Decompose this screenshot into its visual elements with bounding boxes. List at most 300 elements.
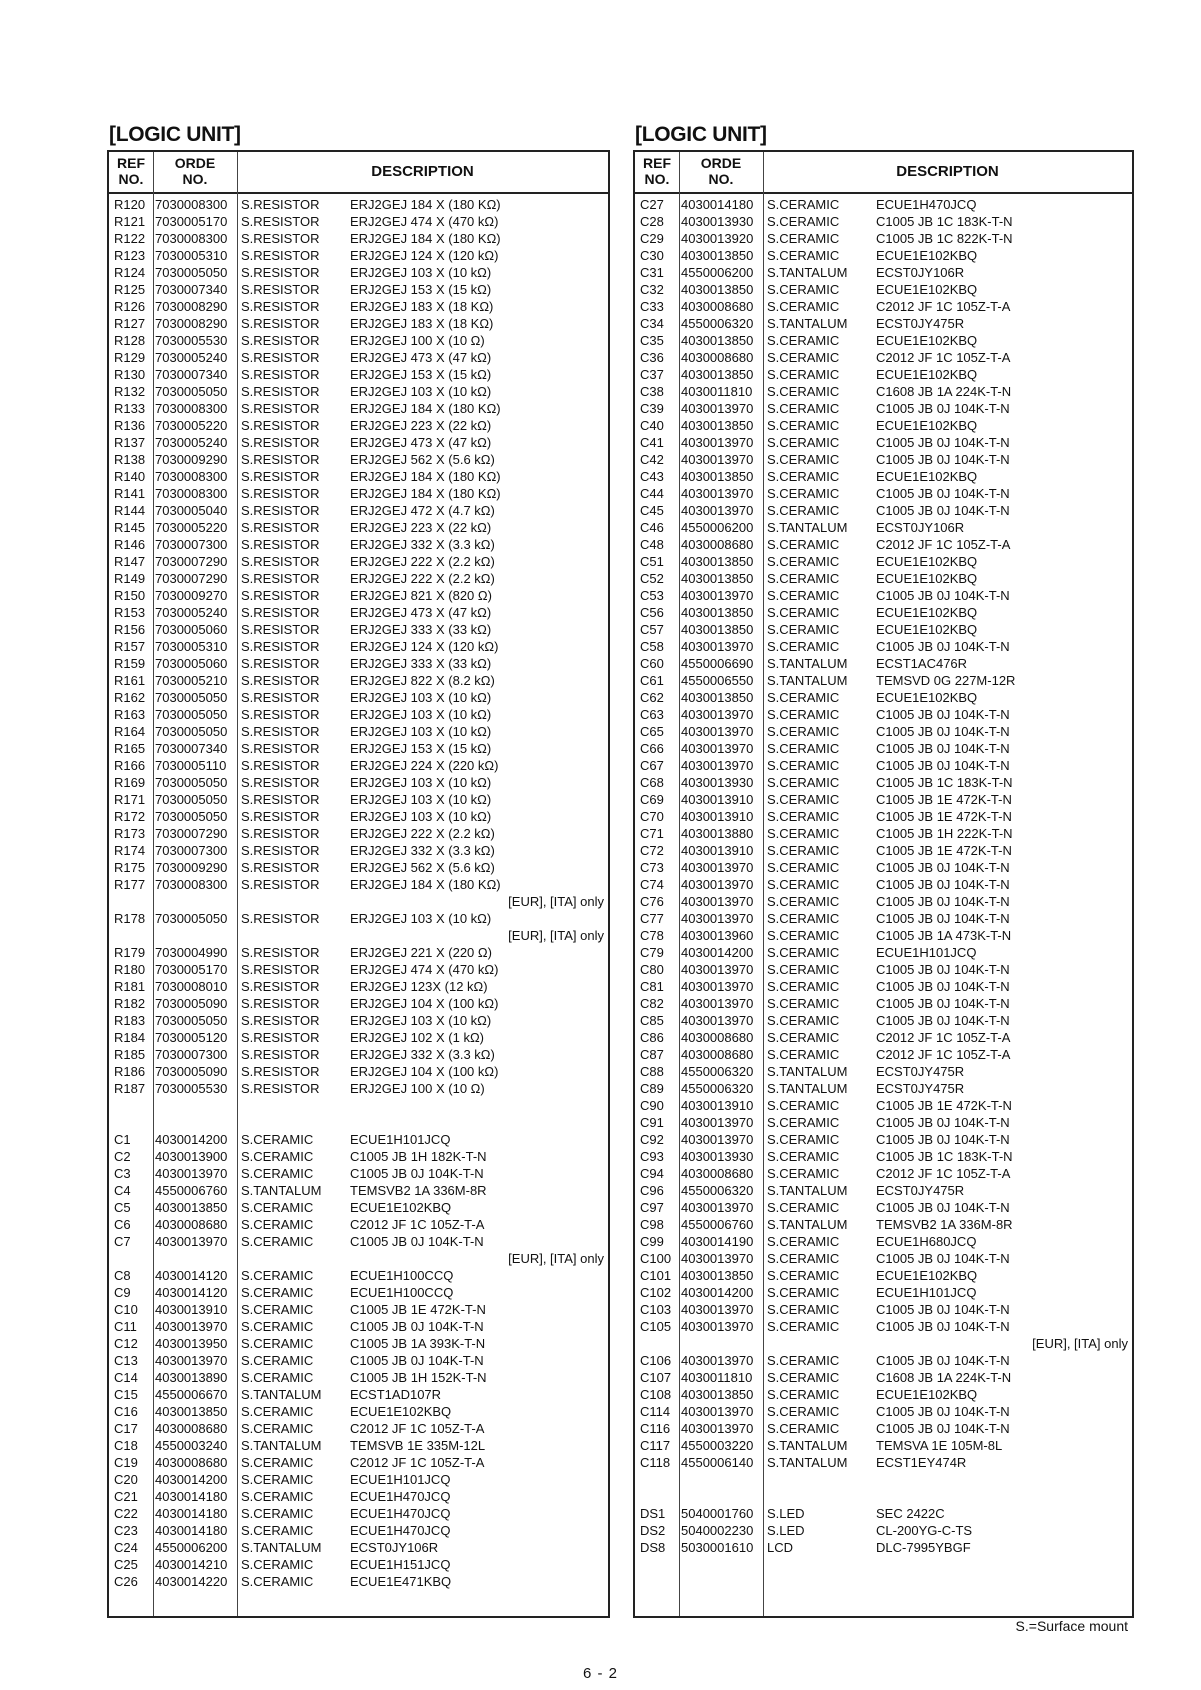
type-cell: S.RESISTOR (241, 333, 320, 348)
column-divider (679, 152, 680, 1616)
table-row (635, 332, 1132, 349)
order-no-cell: 7030007300 (155, 843, 228, 858)
order-no-cell: 7030005120 (155, 1030, 228, 1045)
type-cell: S.TANTALUM (767, 1064, 848, 1079)
table-row (635, 1165, 1132, 1182)
type-cell: S.RESISTOR (241, 945, 320, 960)
order-no-cell: 7030007300 (155, 1047, 228, 1062)
table-row (109, 383, 608, 400)
ref-no-cell: C13 (114, 1353, 138, 1368)
order-no-cell: 4030013970 (681, 639, 754, 654)
part-number-cell: ECUE1E102KBQ (876, 1268, 978, 1283)
table-row (635, 1420, 1132, 1437)
table-row (109, 638, 608, 655)
order-no-cell: 4030013970 (681, 1132, 754, 1147)
left-unit-title: [LOGIC UNIT] (109, 123, 241, 146)
order-no-cell: 7030005050 (155, 809, 228, 824)
order-no-cell: 4030013850 (681, 1387, 754, 1402)
ref-no-cell: C61 (640, 673, 664, 688)
order-no-cell: 4030014180 (681, 197, 754, 212)
ref-no-cell: R128 (114, 333, 146, 348)
ref-no-cell: C26 (114, 1574, 138, 1589)
order-no-cell: 4550003220 (681, 1438, 754, 1453)
part-number-cell: ECUE1H470JCQ (350, 1523, 451, 1538)
order-no-cell: 7030008300 (155, 877, 228, 892)
type-cell: S.CERAMIC (767, 1370, 840, 1385)
part-number-cell: ERJ2GEJ 222 X (2.2 kΩ) (350, 571, 495, 586)
table-row (635, 1301, 1132, 1318)
type-cell: S.CERAMIC (767, 588, 840, 603)
table-row (635, 604, 1132, 621)
order-no-cell: 4030008680 (681, 1166, 754, 1181)
type-cell: S.RESISTOR (241, 367, 320, 382)
part-number-cell: C1005 JB 0J 104K-T-N (876, 911, 1010, 926)
order-no-cell: 4030013890 (155, 1370, 228, 1385)
table-row (109, 1539, 608, 1556)
type-cell: S.CERAMIC (767, 639, 840, 654)
type-cell: S.CERAMIC (767, 877, 840, 892)
order-no-header: ORDE NO. (174, 155, 216, 187)
order-no-cell: 7030005170 (155, 962, 228, 977)
ref-no-cell: C88 (640, 1064, 664, 1079)
table-row (635, 876, 1132, 893)
ref-no-cell: C98 (640, 1217, 664, 1232)
type-cell: S.CERAMIC (241, 1557, 314, 1572)
type-cell: S.CERAMIC (767, 214, 840, 229)
order-no-cell: 4030013900 (155, 1149, 228, 1164)
part-number-cell: ERJ2GEJ 103 X (10 kΩ) (350, 911, 492, 926)
ref-no-cell: R122 (114, 231, 146, 246)
order-no-cell: 4550006320 (681, 1064, 754, 1079)
ref-no-cell: C9 (114, 1285, 131, 1300)
part-number-cell: ERJ2GEJ 562 X (5.6 kΩ) (350, 860, 495, 875)
table-row (635, 1539, 1132, 1556)
part-number-cell: C1005 JB 1H 182K-T-N (350, 1149, 487, 1164)
type-cell: S.TANTALUM (767, 656, 848, 671)
table-row (109, 1080, 608, 1097)
ref-no-cell: C11 (114, 1319, 137, 1334)
type-cell: S.CERAMIC (241, 1353, 314, 1368)
part-number-cell: ECUE1H470JCQ (876, 197, 977, 212)
type-cell: S.RESISTOR (241, 401, 320, 416)
spacer-row (635, 1488, 1132, 1505)
ref-no-cell: C89 (640, 1081, 664, 1096)
ref-no-cell: R172 (114, 809, 146, 824)
order-no-cell: 4030013970 (681, 877, 754, 892)
order-no-cell: 4030013970 (681, 996, 754, 1011)
table-row (109, 1335, 608, 1352)
part-number-cell: ECST1AC476R (876, 656, 968, 671)
order-no-cell: 4030013850 (681, 554, 754, 569)
type-cell: S.CERAMIC (241, 1472, 314, 1487)
ref-no-cell: R164 (114, 724, 146, 739)
part-number-cell: C2012 JF 1C 105Z-T-A (350, 1421, 485, 1436)
order-no-cell: 4030014120 (155, 1285, 228, 1300)
column-divider (763, 152, 764, 1616)
ref-no-cell: C80 (640, 962, 664, 977)
order-no-cell: 4550006690 (681, 656, 754, 671)
ref-no-cell: C4 (114, 1183, 131, 1198)
type-cell: S.RESISTOR (241, 843, 320, 858)
table-row (109, 621, 608, 638)
part-number-cell: C1005 JB 0J 104K-T-N (876, 724, 1010, 739)
ref-no-cell: C52 (640, 571, 664, 586)
type-cell: S.RESISTOR (241, 520, 320, 535)
order-no-cell: 4030013970 (681, 588, 754, 603)
part-number-cell: C1005 JB 0J 104K-T-N (876, 860, 1010, 875)
type-cell: S.CERAMIC (767, 1149, 840, 1164)
part-number-cell: ERJ2GEJ 473 X (47 kΩ) (350, 605, 492, 620)
order-no-cell: 7030005050 (155, 265, 228, 280)
type-cell: S.CERAMIC (767, 1319, 840, 1334)
table-row (635, 723, 1132, 740)
part-number-cell: C1005 JB 1A 473K-T-N (876, 928, 1012, 943)
ref-no-cell: C56 (640, 605, 664, 620)
part-number-cell: C1005 JB 0J 104K-T-N (876, 979, 1010, 994)
order-no-cell: 4030011810 (681, 1370, 753, 1385)
ref-no-cell: R187 (114, 1081, 146, 1096)
ref-no-cell: C106 (640, 1353, 672, 1368)
part-number-cell: ERJ2GEJ 183 X (18 KΩ) (350, 299, 494, 314)
ref-no-cell: C35 (640, 333, 664, 348)
ref-no-cell: R162 (114, 690, 146, 705)
part-number-cell: C1005 JB 1E 472K-T-N (876, 1098, 1012, 1113)
table-row (635, 1131, 1132, 1148)
ref-no-cell: C62 (640, 690, 664, 705)
ref-no-cell: R121 (114, 214, 146, 229)
ref-no-cell: C86 (640, 1030, 664, 1045)
table-row (635, 417, 1132, 434)
region-note: [EUR], [ITA] only (508, 894, 604, 909)
part-number-cell: ECUE1E102KBQ (876, 690, 978, 705)
table-header (635, 152, 1132, 194)
part-number-cell: ECUE1H101JCQ (350, 1132, 451, 1147)
order-no-cell: 4030013970 (155, 1166, 228, 1181)
type-cell: S.CERAMIC (767, 928, 840, 943)
table-row (635, 1318, 1132, 1335)
part-number-cell: C1005 JB 0J 104K-T-N (876, 486, 1010, 501)
column-divider (153, 152, 154, 1616)
order-no-cell: 4030013970 (155, 1319, 228, 1334)
table-row (109, 774, 608, 791)
part-number-cell: ECUE1H101JCQ (876, 945, 977, 960)
region-note: [EUR], [ITA] only (508, 928, 604, 943)
table-row (109, 1182, 608, 1199)
table-row (109, 570, 608, 587)
part-number-cell: SEC 2422C (876, 1506, 945, 1521)
order-no-cell: 4030011810 (681, 384, 753, 399)
part-number-cell: C1005 JB 0J 104K-T-N (350, 1166, 484, 1181)
ref-no-cell: R145 (114, 520, 146, 535)
table-row (109, 400, 608, 417)
type-cell: S.CERAMIC (767, 554, 840, 569)
type-cell: S.RESISTOR (241, 231, 320, 246)
part-number-cell: ECUE1E102KBQ (876, 605, 978, 620)
order-no-cell: 4030013970 (681, 1319, 754, 1334)
part-number-cell: ECST1EY474R (876, 1455, 967, 1470)
ref-no-cell: C17 (114, 1421, 138, 1436)
table-row (109, 587, 608, 604)
order-no-cell: 4030008680 (681, 1030, 754, 1045)
type-cell: S.RESISTOR (241, 860, 320, 875)
part-number-cell: ERJ2GEJ 184 X (180 KΩ) (350, 401, 501, 416)
order-no-cell: 4030013970 (155, 1353, 228, 1368)
type-cell: S.CERAMIC (767, 1200, 840, 1215)
ref-no-cell: C15 (114, 1387, 138, 1402)
table-row (635, 1097, 1132, 1114)
type-cell: S.LED (767, 1523, 805, 1538)
type-cell: S.RESISTOR (241, 639, 320, 654)
order-no-cell: 7030005050 (155, 911, 228, 926)
order-no-cell: 4030013970 (681, 1421, 754, 1436)
page-number: 6 - 2 (582, 1665, 618, 1682)
table-row (109, 417, 608, 434)
part-number-cell: ECST0JY106R (876, 265, 965, 280)
order-no-cell: 4550006200 (681, 520, 754, 535)
part-number-cell: ERJ2GEJ 184 X (180 KΩ) (350, 197, 501, 212)
part-number-cell: ECUE1E102KBQ (876, 367, 978, 382)
part-number-cell: C1005 JB 1E 472K-T-N (350, 1302, 486, 1317)
ref-no-cell: C2 (114, 1149, 131, 1164)
part-number-cell: ECUE1H101JCQ (350, 1472, 451, 1487)
type-cell: S.RESISTOR (241, 452, 320, 467)
ref-no-cell: C42 (640, 452, 664, 467)
ref-no-cell: C45 (640, 503, 664, 518)
table-row (109, 1420, 608, 1437)
part-number-cell: ERJ2GEJ 222 X (2.2 kΩ) (350, 826, 495, 841)
type-cell: S.CERAMIC (767, 622, 840, 637)
table-row (635, 298, 1132, 315)
table-row (635, 1046, 1132, 1063)
table-row (635, 502, 1132, 519)
type-cell: S.CERAMIC (767, 299, 840, 314)
table-row (635, 1182, 1132, 1199)
ref-no-cell: R178 (114, 911, 146, 926)
type-cell: S.CERAMIC (241, 1370, 314, 1385)
table-row (109, 1029, 608, 1046)
table-row (109, 876, 608, 893)
ref-no-cell: C5 (114, 1200, 131, 1215)
table-row (109, 1437, 608, 1454)
type-cell: S.CERAMIC (767, 979, 840, 994)
table-row (635, 315, 1132, 332)
order-no-cell: 4030013970 (681, 1013, 754, 1028)
ref-no-cell: C76 (640, 894, 664, 909)
part-number-cell: ERJ2GEJ 333 X (33 kΩ) (350, 656, 492, 671)
part-number-cell: C1005 JB 0J 104K-T-N (876, 1200, 1010, 1215)
ref-no-cell: C85 (640, 1013, 664, 1028)
type-cell: S.TANTALUM (241, 1387, 322, 1402)
part-number-cell: C2012 JF 1C 105Z-T-A (350, 1455, 485, 1470)
ref-no-cell: C37 (640, 367, 664, 382)
ref-no-cell: R180 (114, 962, 146, 977)
part-number-cell: ERJ2GEJ 184 X (180 KΩ) (350, 877, 501, 892)
ref-no-cell: C100 (640, 1251, 672, 1266)
ref-no-cell: DS1 (640, 1506, 666, 1521)
type-cell: S.RESISTOR (241, 248, 320, 263)
ref-no-cell: C67 (640, 758, 664, 773)
spacer-row (109, 1097, 608, 1114)
table-row (635, 196, 1132, 213)
region-note: [EUR], [ITA] only (508, 1251, 604, 1266)
ref-no-cell: C77 (640, 911, 664, 926)
type-cell: S.RESISTOR (241, 673, 320, 688)
type-cell: S.RESISTOR (241, 554, 320, 569)
part-number-cell: ECUE1H470JCQ (350, 1506, 451, 1521)
table-row (635, 1148, 1132, 1165)
table-row (635, 825, 1132, 842)
part-number-cell: ERJ2GEJ 184 X (180 KΩ) (350, 231, 501, 246)
ref-no-cell: C105 (640, 1319, 672, 1334)
order-no-cell: 7030007300 (155, 537, 228, 552)
type-cell: S.CERAMIC (241, 1574, 314, 1589)
type-cell: S.RESISTOR (241, 350, 320, 365)
part-number-cell: C1005 JB 1C 183K-T-N (876, 214, 1013, 229)
order-no-cell: 4030013850 (155, 1404, 228, 1419)
order-no-cell: 7030005050 (155, 1013, 228, 1028)
ref-no-cell: C58 (640, 639, 664, 654)
order-no-cell: 4030013850 (681, 248, 754, 263)
ref-no-cell: C40 (640, 418, 664, 433)
type-cell: S.RESISTOR (241, 384, 320, 399)
order-no-cell: 4030013970 (681, 486, 754, 501)
ref-no-cell: R161 (114, 673, 146, 688)
table-row (109, 349, 608, 366)
type-cell: S.TANTALUM (241, 1183, 322, 1198)
part-number-cell: ECUE1H101JCQ (876, 1285, 977, 1300)
order-no-cell: 4030013850 (681, 367, 754, 382)
type-cell: S.CERAMIC (767, 282, 840, 297)
table-row (109, 1573, 608, 1590)
ref-no-cell: C36 (640, 350, 664, 365)
order-no-cell: 4030008680 (155, 1217, 228, 1232)
ref-no-cell: C63 (640, 707, 664, 722)
part-number-cell: C2012 JF 1C 105Z-T-A (350, 1217, 485, 1232)
type-cell: S.CERAMIC (767, 486, 840, 501)
ref-no-cell: R138 (114, 452, 146, 467)
ref-no-cell: C94 (640, 1166, 664, 1181)
order-no-cell: 7030005240 (155, 435, 228, 450)
ref-no-cell: R141 (114, 486, 146, 501)
table-row (109, 1301, 608, 1318)
order-no-cell: 4030013970 (681, 741, 754, 756)
type-cell: S.CERAMIC (767, 1047, 840, 1062)
table-row (635, 485, 1132, 502)
table-row (635, 672, 1132, 689)
ref-no-cell: C23 (114, 1523, 138, 1538)
order-no-cell: 4030013910 (681, 792, 754, 807)
part-number-cell: C1005 JB 1C 183K-T-N (876, 775, 1013, 790)
ref-no-cell: C73 (640, 860, 664, 875)
ref-no-header: REF NO. (643, 155, 671, 187)
part-number-cell: C1005 JB 0J 104K-T-N (350, 1353, 484, 1368)
part-number-cell: ECUE1E102KBQ (876, 622, 978, 637)
type-cell: S.CERAMIC (767, 945, 840, 960)
right-parts-block (633, 120, 1134, 1618)
order-no-cell: 4030013880 (681, 826, 754, 841)
ref-no-cell: C97 (640, 1200, 664, 1215)
part-number-cell: C1005 JB 0J 104K-T-N (876, 894, 1010, 909)
order-no-cell: 7030005050 (155, 775, 228, 790)
type-cell: S.CERAMIC (241, 1166, 314, 1181)
table-row (635, 1505, 1132, 1522)
ref-no-cell: C79 (640, 945, 664, 960)
table-row (109, 230, 608, 247)
ref-no-header: REF NO. (117, 155, 145, 187)
ref-no-cell: C32 (640, 282, 664, 297)
type-cell: S.RESISTOR (241, 962, 320, 977)
order-no-cell: 4030013850 (681, 622, 754, 637)
table-row (109, 1284, 608, 1301)
table-row (109, 740, 608, 757)
ref-no-cell: R153 (114, 605, 146, 620)
ref-no-cell: C65 (640, 724, 664, 739)
order-no-cell: 7030005060 (155, 656, 228, 671)
table-row (109, 1522, 608, 1539)
right-unit-title: [LOGIC UNIT] (635, 123, 767, 146)
table-row (109, 1148, 608, 1165)
table-row (109, 672, 608, 689)
table-row (635, 638, 1132, 655)
order-no-cell: 4030013970 (681, 911, 754, 926)
order-no-cell: 4030014200 (681, 1285, 754, 1300)
part-number-cell: C1005 JB 0J 104K-T-N (876, 401, 1010, 416)
part-number-cell: TEMSVB2 1A 336M-8R (876, 1217, 1013, 1232)
part-number-cell: ERJ2GEJ 153 X (15 kΩ) (350, 741, 492, 756)
ref-no-cell: C102 (640, 1285, 672, 1300)
order-no-cell: 4030014190 (681, 1234, 754, 1249)
order-no-cell: 7030008300 (155, 469, 228, 484)
ref-no-cell: C108 (640, 1387, 672, 1402)
ref-no-cell: C103 (640, 1302, 672, 1317)
part-number-cell: C1005 JB 0J 104K-T-N (876, 877, 1010, 892)
description-header: DESCRIPTION (371, 163, 474, 180)
ref-no-cell: C117 (640, 1438, 671, 1453)
part-number-cell: C2012 JF 1C 105Z-T-A (876, 1030, 1011, 1045)
part-number-cell: ECUE1E102KBQ (876, 333, 978, 348)
order-no-cell: 4030014180 (155, 1506, 228, 1521)
type-cell: S.RESISTOR (241, 299, 320, 314)
type-cell: S.RESISTOR (241, 741, 320, 756)
table-row (635, 213, 1132, 230)
type-cell: S.CERAMIC (767, 843, 840, 858)
table-row (109, 1063, 608, 1080)
order-no-cell: 4030013970 (681, 1251, 754, 1266)
type-cell: S.CERAMIC (241, 1421, 314, 1436)
part-number-cell: ERJ2GEJ 562 X (5.6 kΩ) (350, 452, 495, 467)
table-row (109, 519, 608, 536)
table-row (109, 978, 608, 995)
order-no-cell: 4030013970 (681, 1353, 754, 1368)
type-cell: S.CERAMIC (767, 333, 840, 348)
type-cell: S.CERAMIC (767, 197, 840, 212)
order-no-cell: 4030013970 (681, 1302, 754, 1317)
table-row (635, 349, 1132, 366)
part-number-cell: ERJ2GEJ 102 X (1 kΩ) (350, 1030, 484, 1045)
order-no-cell: 7030005240 (155, 350, 228, 365)
ref-no-cell: R130 (114, 367, 146, 382)
part-number-cell: ECUE1E102KBQ (876, 248, 978, 263)
ref-no-cell: R120 (114, 197, 146, 212)
order-no-cell: 4030014180 (155, 1489, 228, 1504)
order-no-cell: 4030014200 (155, 1132, 228, 1147)
part-number-cell: C1608 JB 1A 224K-T-N (876, 1370, 1012, 1385)
table-row (635, 1080, 1132, 1097)
order-no-cell: 4030013910 (681, 809, 754, 824)
part-number-cell: C1005 JB 0J 104K-T-N (876, 707, 1010, 722)
type-cell: S.TANTALUM (767, 1217, 848, 1232)
order-no-cell: 4030013850 (681, 690, 754, 705)
